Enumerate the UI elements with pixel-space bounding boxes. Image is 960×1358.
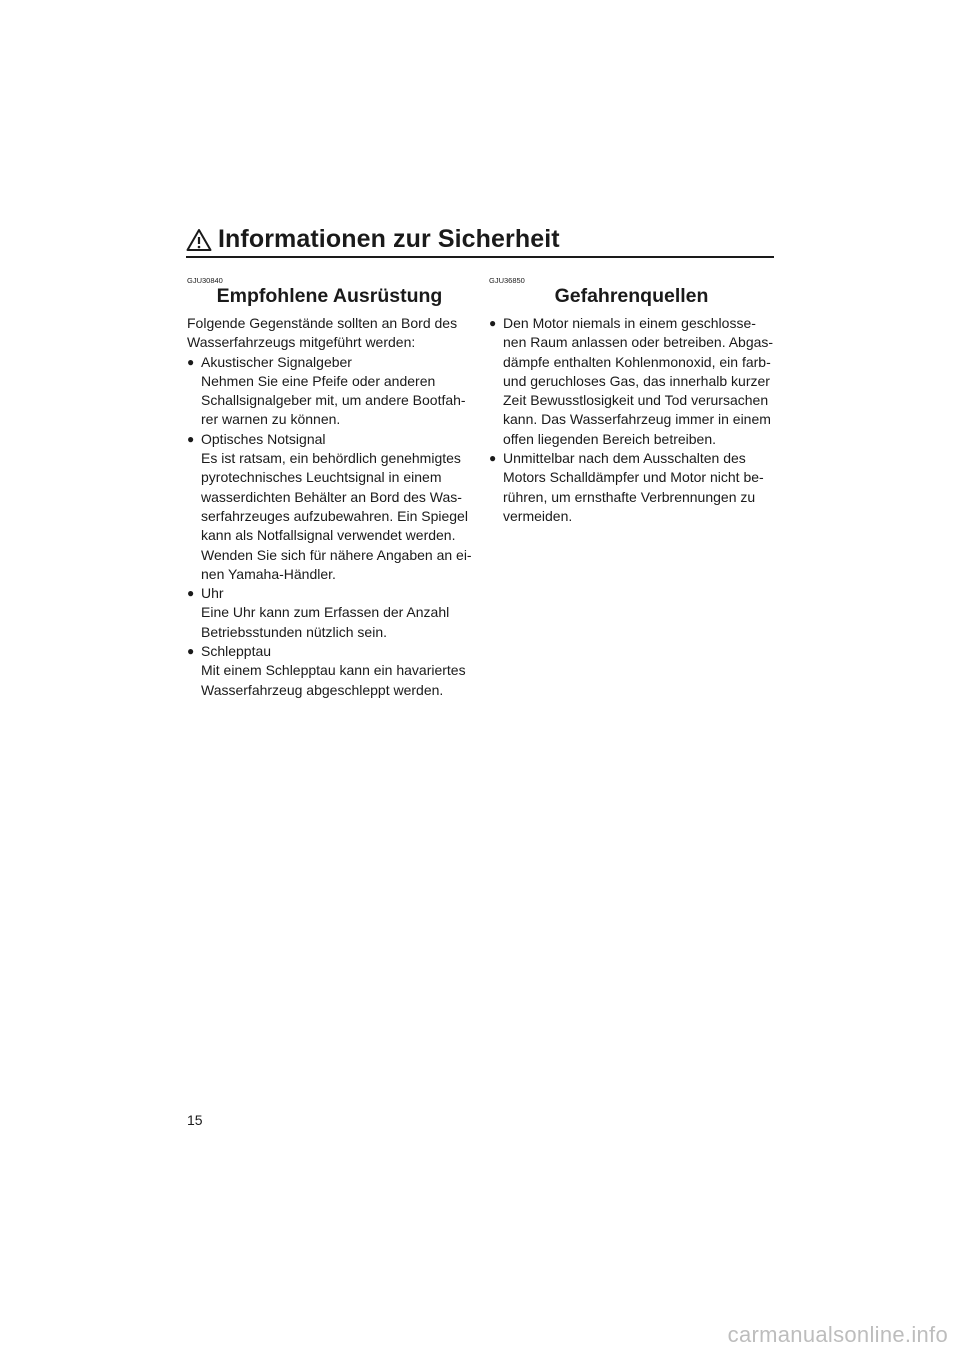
section-title: Empfohlene Ausrüstung	[216, 285, 443, 307]
section-title: Gefahrenquellen	[554, 285, 709, 307]
item-description: Es ist ratsam, ein behördlich genehmigtes pyrotechnisches Leuchtsignal in einem wasserdichten Behälter an Bord des Was-serfahrzeuges aufzubewahren. Ein Spiegel kann als Notfallsignal verwendet werden. Wenden Sie sich für nähere Angaben an ei-nen Yamaha-Händler.	[201, 450, 472, 582]
page-title: Informationen zur Sicherheit	[218, 225, 560, 253]
list-item	[187, 642, 472, 700]
section-code: GJU30840	[187, 276, 223, 285]
item-label: Optisches Notsignal	[201, 430, 326, 447]
section-intro: Folgende Gegenstände sollten an Bord des Wasserfahrzeugs mitgeführt werden:	[187, 315, 458, 351]
bullet-icon: ●	[489, 451, 497, 466]
list-item	[489, 449, 774, 526]
page-number: 15	[187, 1112, 203, 1128]
page-header	[186, 224, 774, 258]
item-description: Mit einem Schlepptau kann ein havariertes Wasserfahrzeug abgeschleppt werden.	[201, 662, 466, 698]
bullet-icon: ●	[489, 316, 497, 330]
warning-triangle-icon	[186, 228, 212, 252]
bullet-icon: ●	[187, 431, 195, 446]
item-label: Uhr	[201, 585, 224, 602]
hazard-list	[489, 314, 774, 526]
item-label: Akustischer Signalgeber	[201, 353, 352, 370]
hazard-text: Unmittelbar nach dem Ausschalten des Motors Schalldämpfer und Motor nicht be-rühren, um ernsthafte Verbrennungen zu vermeiden.	[503, 450, 764, 524]
bullet-icon: ●	[187, 644, 195, 659]
section-code: GJU36850	[489, 276, 525, 285]
list-item	[187, 353, 472, 430]
watermark: carmanualsonline.info	[727, 1322, 948, 1347]
list-item	[187, 584, 472, 642]
equipment-list	[187, 353, 472, 700]
item-description: Nehmen Sie eine Pfeife oder anderen Schallsignalgeber mit, um andere Bootfah-rer warnen zu können.	[201, 372, 466, 428]
bullet-icon: ●	[187, 586, 195, 601]
item-description: Eine Uhr kann zum Erfassen der Anzahl Betriebsstunden nützlich sein.	[201, 604, 450, 640]
list-item	[489, 314, 774, 449]
hazard-text: Den Motor niemals in einem geschlosse-nen Raum anlassen oder betreiben. Abgas-dämpfe enthalten Kohlenmonoxid, ein farb- und geruchloses Gas, das innerhalb kurzer Zeit Bewusstlosigkeit und Tod verursachen kann. Das Wasserfahrzeug immer in einem offen liegenden Bereich betreiben.	[503, 315, 774, 447]
bullet-icon: ●	[187, 354, 195, 369]
list-item	[187, 430, 472, 584]
section-hazards	[489, 276, 774, 526]
section-recommended-equipment	[187, 276, 472, 700]
item-label: Schlepptau	[201, 643, 272, 660]
